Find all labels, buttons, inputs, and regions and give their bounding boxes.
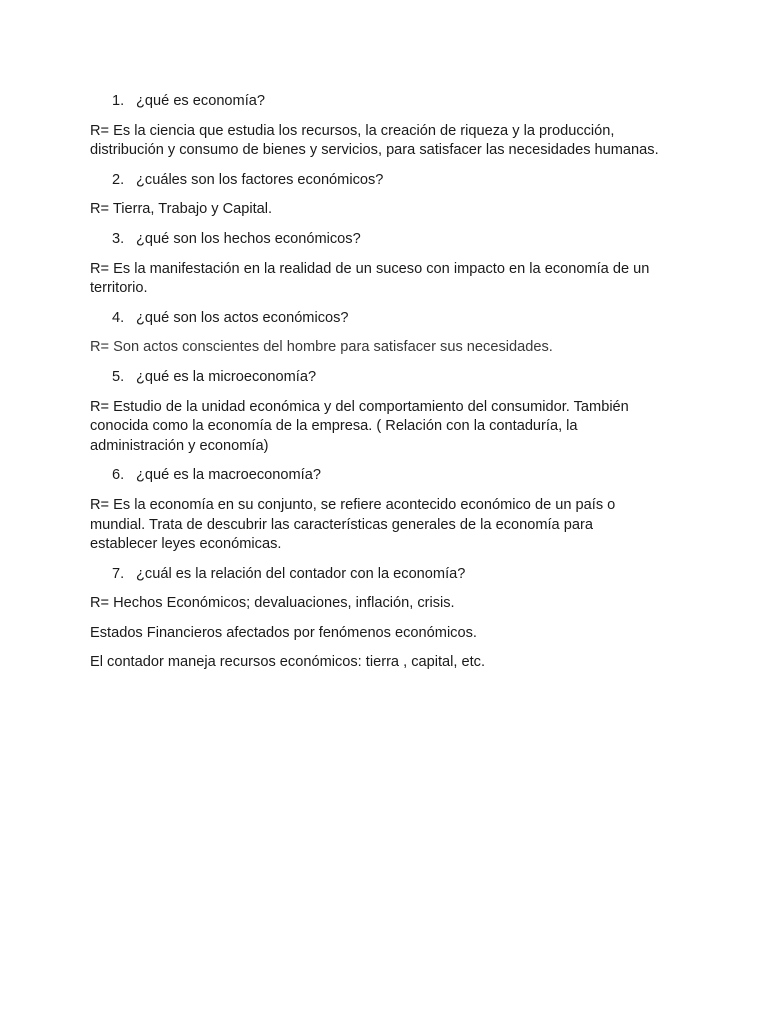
answer-2 bbox=[90, 200, 690, 220]
answer-line: distribución y consumo de bienes y servicios, para satisfacer las necesidades humanas. bbox=[90, 142, 659, 159]
answer-4 bbox=[90, 338, 690, 358]
question-text: ¿qué es economía? bbox=[136, 93, 265, 109]
answer-5 bbox=[90, 398, 690, 457]
question-6 bbox=[90, 466, 690, 486]
question-text: ¿cuáles son los factores económicos? bbox=[136, 171, 384, 188]
answer-line: establecer leyes económicas. bbox=[90, 536, 282, 553]
question-text: ¿cuál es la relación del contador con la economía? bbox=[136, 565, 466, 582]
question-text: ¿qué es la macroeconomía? bbox=[136, 467, 321, 484]
question-number: 4. bbox=[112, 309, 125, 326]
answer-line: R= Es la ciencia que estudia los recursos, la creación de riqueza y la producción, bbox=[90, 122, 615, 139]
question-5 bbox=[90, 368, 690, 388]
answer-line: R= Es la economía en su conjunto, se refiere acontecido económico de un país o bbox=[90, 496, 616, 513]
question-number: 1. bbox=[112, 93, 125, 109]
question-number: 2. bbox=[112, 171, 125, 188]
answer-line: R= Es la manifestación en la realidad de un suceso con impacto en la economía de un bbox=[90, 260, 650, 277]
answer-7 bbox=[90, 594, 690, 614]
question-number: 7. bbox=[112, 565, 125, 582]
document-body bbox=[90, 92, 690, 683]
question-1 bbox=[90, 92, 690, 112]
answer-line: R= Tierra, Trabajo y Capital. bbox=[90, 201, 273, 218]
answer-line: territorio. bbox=[90, 280, 148, 297]
paragraph: Estados Financieros afectados por fenómenos económicos. bbox=[90, 624, 477, 641]
answer-line: conocida como la economía de la empresa. ( Relación con la contaduría, la bbox=[90, 418, 578, 435]
answer-6 bbox=[90, 496, 690, 555]
answer-line: administración y economía) bbox=[90, 437, 269, 454]
answer-1 bbox=[90, 122, 690, 161]
question-2 bbox=[90, 171, 690, 191]
answer-line: R= Hechos Económicos; devaluaciones, inflación, crisis. bbox=[90, 595, 455, 612]
question-3 bbox=[90, 230, 690, 250]
question-text: ¿qué son los hechos económicos? bbox=[136, 230, 361, 247]
question-text: ¿qué es la microeconomía? bbox=[136, 368, 317, 385]
question-number: 6. bbox=[112, 467, 125, 484]
paragraph: El contador maneja recursos económicos: tierra , capital, etc. bbox=[90, 654, 486, 671]
question-text: ¿qué son los actos económicos? bbox=[136, 309, 349, 326]
answer-line: mundial. Trata de descubrir las características generales de la economía para bbox=[90, 516, 593, 533]
question-4 bbox=[90, 309, 690, 329]
answer-line: R= Estudio de la unidad económica y del comportamiento del consumidor. También bbox=[90, 398, 629, 415]
answer-3 bbox=[90, 260, 690, 299]
question-7 bbox=[90, 565, 690, 585]
question-number: 5. bbox=[112, 368, 125, 385]
answer-line: R= Son actos conscientes del hombre para satisfacer sus necesidades. bbox=[90, 339, 553, 356]
question-number: 3. bbox=[112, 230, 125, 247]
